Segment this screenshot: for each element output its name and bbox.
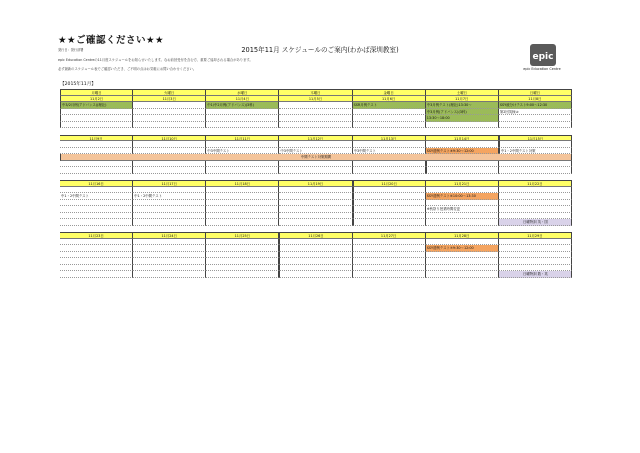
empty-cell	[279, 271, 352, 278]
weekday-header: 日曜日	[499, 89, 572, 96]
date-cell: 11月10日	[133, 135, 206, 142]
empty-cell	[426, 219, 499, 226]
weekday-header: 木曜日	[279, 89, 352, 96]
empty-cell	[133, 122, 206, 129]
event-cell: 日曜特訓 数・英	[499, 271, 572, 278]
empty-cell	[426, 167, 499, 174]
weekday-header: 水曜日	[206, 89, 279, 96]
empty-cell	[353, 167, 426, 174]
date-cell: 11月27日	[353, 232, 426, 239]
logo-caption: epic Education Centre	[523, 67, 561, 71]
date-cell: 11月8日	[499, 96, 572, 103]
date-cell: 11月18日	[206, 180, 279, 187]
date-cell: 11月29日	[499, 232, 572, 239]
empty-cell	[353, 122, 426, 129]
weekday-header: 金曜日	[353, 89, 426, 96]
event-cell: 中1/中2月例(アドバンス)(3科)	[206, 102, 279, 109]
period-banner: 中間テスト対策期間	[60, 154, 572, 161]
empty-cell	[279, 122, 352, 129]
event-cell: 日曜特訓 英・国	[499, 219, 572, 226]
empty-cell	[279, 167, 352, 174]
notice-line-2: 必ず最新のスケジュール表でご確認いただき、ご不明の点はお気軽にお問い合わせください。	[58, 67, 197, 71]
empty-cell	[353, 219, 426, 226]
event-cell: 中3月例テスト(理社)13:30～	[426, 102, 499, 109]
page-heading: ★★ご確認ください★★	[58, 35, 165, 46]
event-cell: 中3月例(アドバンス)(3科)	[426, 109, 499, 116]
date-cell: 11月11日	[206, 135, 279, 142]
date-cell: 11月22日	[499, 180, 572, 187]
event-cell: 中3中間テスト	[206, 148, 279, 155]
event-cell: ※秋祭り授業時間変更	[426, 206, 499, 213]
empty-cell	[499, 167, 572, 174]
page-title: 2015年11月 スケジュールのご案内(わかば深圳教室)	[241, 46, 399, 54]
empty-cell	[426, 122, 499, 129]
event-cell: SSY統分けテスト9:00～12:30	[499, 102, 572, 109]
empty-cell	[60, 271, 133, 278]
event-cell: SSY週例テスト⑥10:00～13:30	[426, 193, 499, 200]
empty-cell	[279, 219, 352, 226]
date-cell: 11月16日	[60, 180, 133, 187]
empty-cell	[60, 167, 133, 174]
empty-cell	[133, 167, 206, 174]
schedule-calendar	[60, 89, 572, 278]
event-cell: 中3/2月例(アドバンス)(理社)	[60, 102, 133, 109]
empty-cell	[206, 167, 279, 174]
weekday-header: 土曜日	[426, 89, 499, 96]
empty-cell	[133, 271, 206, 278]
event-cell: 13:30～18:00	[426, 115, 499, 122]
date-cell: 11月6日	[353, 96, 426, 103]
date-cell: 11月3日	[133, 96, 206, 103]
event-cell: 第2回英検②	[499, 109, 572, 116]
empty-cell	[353, 271, 426, 278]
empty-cell	[499, 122, 572, 129]
event-cell: SSY週例テスト⑤9:30～12:00	[426, 148, 499, 155]
event-cell: 中1・2中間テスト対策	[499, 148, 572, 155]
date-cell: 11月21日	[426, 180, 499, 187]
month-label: 【2015年11月】	[60, 82, 96, 87]
empty-cell	[60, 122, 133, 129]
event-cell: SSY週例テスト⑦9:30～12:00	[426, 245, 499, 252]
date-cell: 11月14日	[426, 135, 499, 142]
epic-logo	[530, 44, 556, 66]
date-cell: 11月12日	[279, 135, 352, 142]
event-cell: SSR月例テスト	[353, 102, 426, 109]
notice-line-1: epic Education Centreの11月度スケジュールをお知らせいたします。なお前回受付を含む方、重要ご返却される場合があります。	[58, 58, 253, 62]
empty-cell	[206, 219, 279, 226]
event-cell: 中1・2中間テスト	[133, 193, 206, 200]
date-cell: 11月5日	[279, 96, 352, 103]
date-cell: 11月20日	[353, 180, 426, 187]
date-cell: 11月28日	[426, 232, 499, 239]
logo-mark: epic	[532, 52, 554, 62]
date-cell: 11月2日	[60, 96, 133, 103]
date-cell: 11月9日	[60, 135, 133, 142]
date-cell: 11月13日	[353, 135, 426, 142]
empty-cell	[206, 271, 279, 278]
date-cell: 11月7日	[426, 96, 499, 103]
date-cell: 11月17日	[133, 180, 206, 187]
weekday-header: 火曜日	[133, 89, 206, 96]
date-cell: 11月25日	[206, 232, 279, 239]
date-cell: 11月19日	[279, 180, 352, 187]
event-cell: 中1・2中間テスト	[60, 193, 133, 200]
date-cell: 11月4日	[206, 96, 279, 103]
event-cell: 中3中間テスト	[353, 148, 426, 155]
empty-cell	[60, 219, 133, 226]
date-cell: 11月24日	[133, 232, 206, 239]
issuer-line: 発行日：発行部署	[58, 48, 84, 52]
date-cell: 11月26日	[279, 232, 352, 239]
empty-cell	[426, 271, 499, 278]
date-cell: 11月15日	[499, 135, 572, 142]
event-cell: 中3中間テスト	[279, 148, 352, 155]
empty-cell	[133, 219, 206, 226]
empty-cell	[206, 122, 279, 129]
weekday-header: 月曜日	[60, 89, 133, 96]
date-cell: 11月23日	[60, 232, 133, 239]
